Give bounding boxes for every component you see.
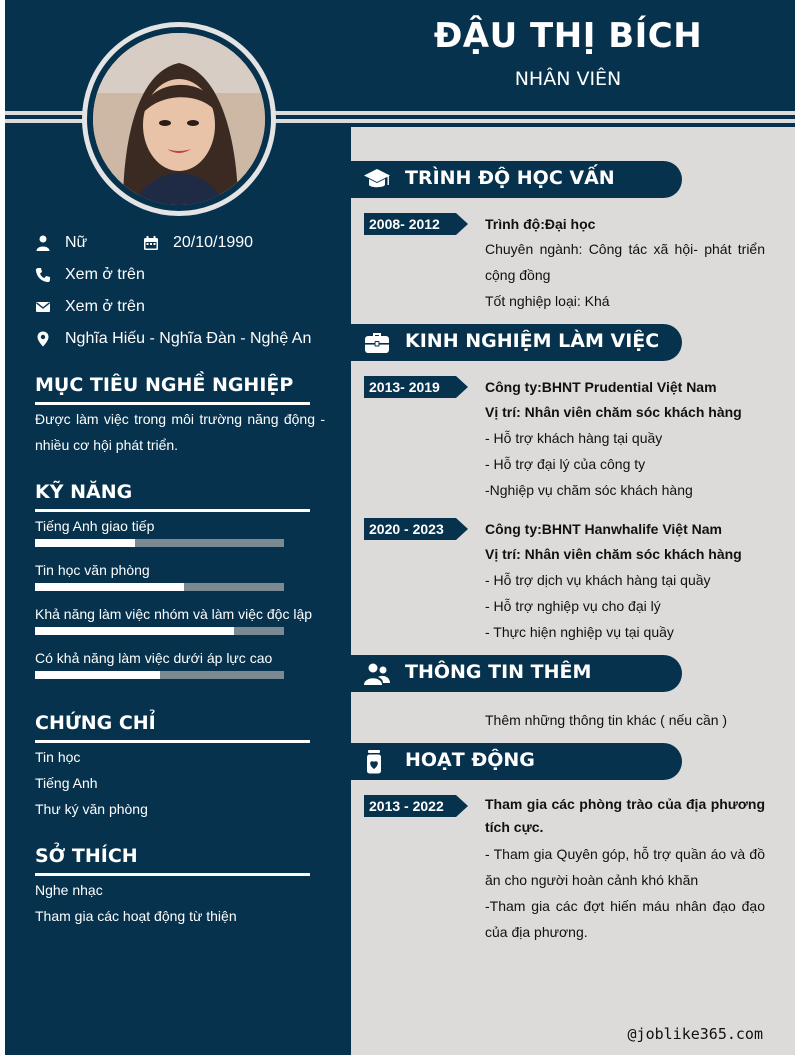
skill-bar-fill	[35, 583, 184, 591]
job-company: Công ty:BHNT Prudential Việt Nam	[485, 379, 717, 395]
certificate-item: Tiếng Anh	[35, 775, 98, 791]
phone-row	[35, 266, 145, 284]
skills-title: KỸ NĂNG	[35, 481, 133, 503]
email-value: Xem ở trên	[65, 298, 145, 315]
job-task: - Hỗ trợ nghiệp vụ cho đại lý	[485, 598, 661, 614]
skill-bar	[35, 539, 284, 547]
person-icon	[35, 235, 51, 251]
hobby-item: Nghe nhạc	[35, 882, 103, 898]
job-task: - Hỗ trợ đại lý của công ty	[485, 456, 646, 472]
additional-title: THÔNG TIN THÊM	[405, 661, 592, 683]
section-divider	[35, 873, 310, 876]
education-degree: Trình độ:Đại học	[485, 216, 596, 232]
hobbies-title: SỞ THÍCH	[35, 845, 138, 867]
footer-handle: @joblike365.com	[627, 1025, 763, 1043]
activity-item: - Tham gia Quyên góp, hỗ trợ quần áo và đồ ăn cho người hoàn cảnh khó khăn	[485, 846, 765, 888]
avatar	[82, 22, 276, 216]
education-grade: Tốt nghiệp loại: Khá	[485, 293, 610, 309]
skill-label: Có khả năng làm việc dưới áp lực cao	[35, 650, 273, 666]
phone-value: Xem ở trên	[65, 266, 145, 283]
skill-bar-fill	[35, 539, 135, 547]
certificates-title: CHỨNG CHỈ	[35, 712, 156, 734]
gender-value: Nữ	[65, 234, 88, 251]
job-task: -Nghiệp vụ chăm sóc khách hàng	[485, 482, 693, 498]
dob-row	[143, 234, 253, 252]
period-tag: 2008- 2012	[364, 213, 468, 235]
hobby-item: Tham gia các hoạt động từ thiện	[35, 908, 237, 924]
profile-photo	[93, 33, 265, 205]
calendar-icon	[143, 235, 159, 251]
objective-text: Được làm việc trong môi trường năng động - nhiều cơ hội phát triển.	[35, 411, 325, 453]
period-tag: 2013 - 2022	[364, 795, 468, 817]
phone-icon	[35, 267, 51, 283]
job-position: Vị trí: Nhân viên chăm sóc khách hàng	[485, 404, 742, 420]
skill-bar	[35, 583, 284, 591]
section-divider	[35, 740, 310, 743]
candidate-name: ĐẬU THỊ BÍCH	[433, 16, 703, 56]
job-task: - Hỗ trợ dịch vụ khách hàng tại quầy	[485, 572, 711, 588]
skill-bar-fill	[35, 671, 160, 679]
skill-label: Tiếng Anh giao tiếp	[35, 518, 155, 534]
additional-text: Thêm những thông tin khác ( nếu cần )	[485, 712, 728, 728]
location-pin-icon	[35, 331, 51, 347]
activities-header	[351, 743, 682, 780]
objective-title: MỤC TIÊU NGHỀ NGHIỆP	[35, 374, 294, 396]
email-row	[35, 298, 145, 316]
graduation-cap-icon	[363, 167, 391, 193]
activities-title: HOẠT ĐỘNG	[405, 749, 535, 771]
skill-bar-fill	[35, 627, 234, 635]
envelope-icon	[35, 299, 51, 315]
job-company: Công ty:BHNT Hanwhalife Việt Nam	[485, 521, 722, 537]
dob-value: 20/10/1990	[173, 234, 254, 251]
candidate-role: NHÂN VIÊN	[514, 68, 622, 90]
skill-bar	[35, 627, 284, 635]
skill-label: Tin học văn phòng	[35, 562, 150, 578]
address-value: Nghĩa Hiếu - Nghĩa Đàn - Nghệ An	[65, 330, 312, 347]
period-tag: 2013- 2019	[364, 376, 468, 398]
heart-jar-icon	[363, 749, 391, 775]
briefcase-icon	[363, 330, 391, 356]
job-task: - Hỗ trợ khách hàng tại quầy	[485, 430, 663, 446]
period-tag: 2020 - 2023	[364, 518, 468, 540]
section-divider	[35, 402, 310, 405]
experience-header	[351, 324, 682, 361]
section-divider	[35, 509, 310, 512]
activity-heading: Tham gia các phòng trào của địa phương tích cực.	[485, 796, 765, 835]
certificate-item: Tin học	[35, 749, 81, 765]
activity-item: -Tham gia các đợt hiến máu nhân đạo đạo của địa phương.	[485, 898, 765, 940]
experience-title: KINH NGHIỆM LÀM VIỆC	[405, 330, 660, 352]
certificate-item: Thư ký văn phòng	[35, 801, 148, 817]
job-task: - Thực hiện nghiệp vụ tại quầy	[485, 624, 674, 640]
education-major: Chuyên ngành: Công tác xã hội- phát triển cộng đồng	[485, 241, 765, 283]
cv-page	[5, 0, 795, 1055]
skill-bar	[35, 671, 284, 679]
users-icon	[363, 661, 391, 687]
address-row	[35, 330, 311, 348]
gender-row	[35, 234, 87, 252]
education-title: TRÌNH ĐỘ HỌC VẤN	[405, 167, 615, 189]
education-header	[351, 161, 682, 198]
additional-header	[351, 655, 682, 692]
job-position: Vị trí: Nhân viên chăm sóc khách hàng	[485, 546, 742, 562]
skill-label: Khả năng làm việc nhóm và làm việc độc lập	[35, 606, 313, 622]
